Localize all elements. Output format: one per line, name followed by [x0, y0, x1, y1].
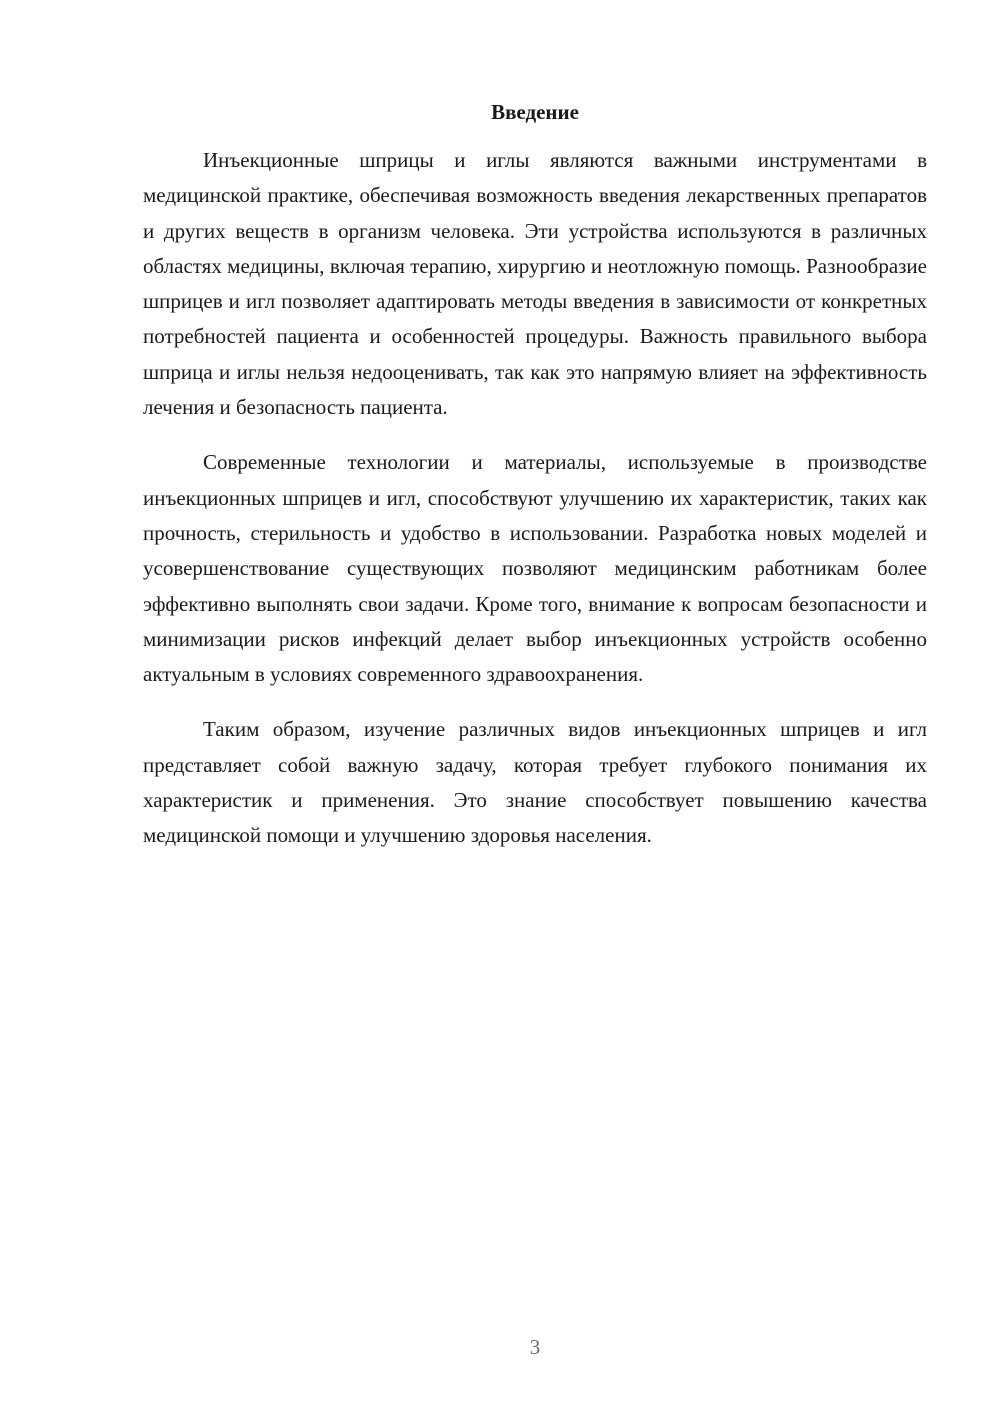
- section-heading: Введение: [491, 100, 579, 124]
- page-number: 3: [529, 1335, 541, 1359]
- paragraph-1: Инъекционные шприцы и иглы являются важными инструментами в медицинской практике, обеспечивая возможность введения лекарственных препаратов и других веществ в организм человека. Эти устройства используются в различных областях медицины, включая терапию, хирургию и неотложную помощь. Разнообразие шприцев и игл позволяет адаптировать методы введения в зависимости от конкретных потребностей пациента и особенностей процедуры. Важность правильного выбора шприца и иглы нельзя недооценивать, так как это напрямую влияет на эффективность лечения и безопасность пациента.: [143, 148, 927, 420]
- paragraph-2: Современные технологии и материалы, используемые в производстве инъекционных шприцев и игл, способствуют улучшению их характеристик, таких как прочность, стерильность и удобство в использовании. Разработка новых моделей и усовершенствование существующих позволяют медицинским работникам более эффективно выполнять свои задачи. Кроме того, внимание к вопросам безопасности и минимизации рисков инфекций делает выбор инъекционных устройств особенно актуальным в условиях современного здравоохранения.: [143, 450, 927, 687]
- paragraph-3: Таким образом, изучение различных видов инъекционных шприцев и игл представляет собой важную задачу, которая требует глубокого понимания их характеристик и применения. Это знание способствует повышению качества медицинской помощи и улучшению здоровья населения.: [143, 717, 927, 848]
- body-text: [143, 143, 927, 874]
